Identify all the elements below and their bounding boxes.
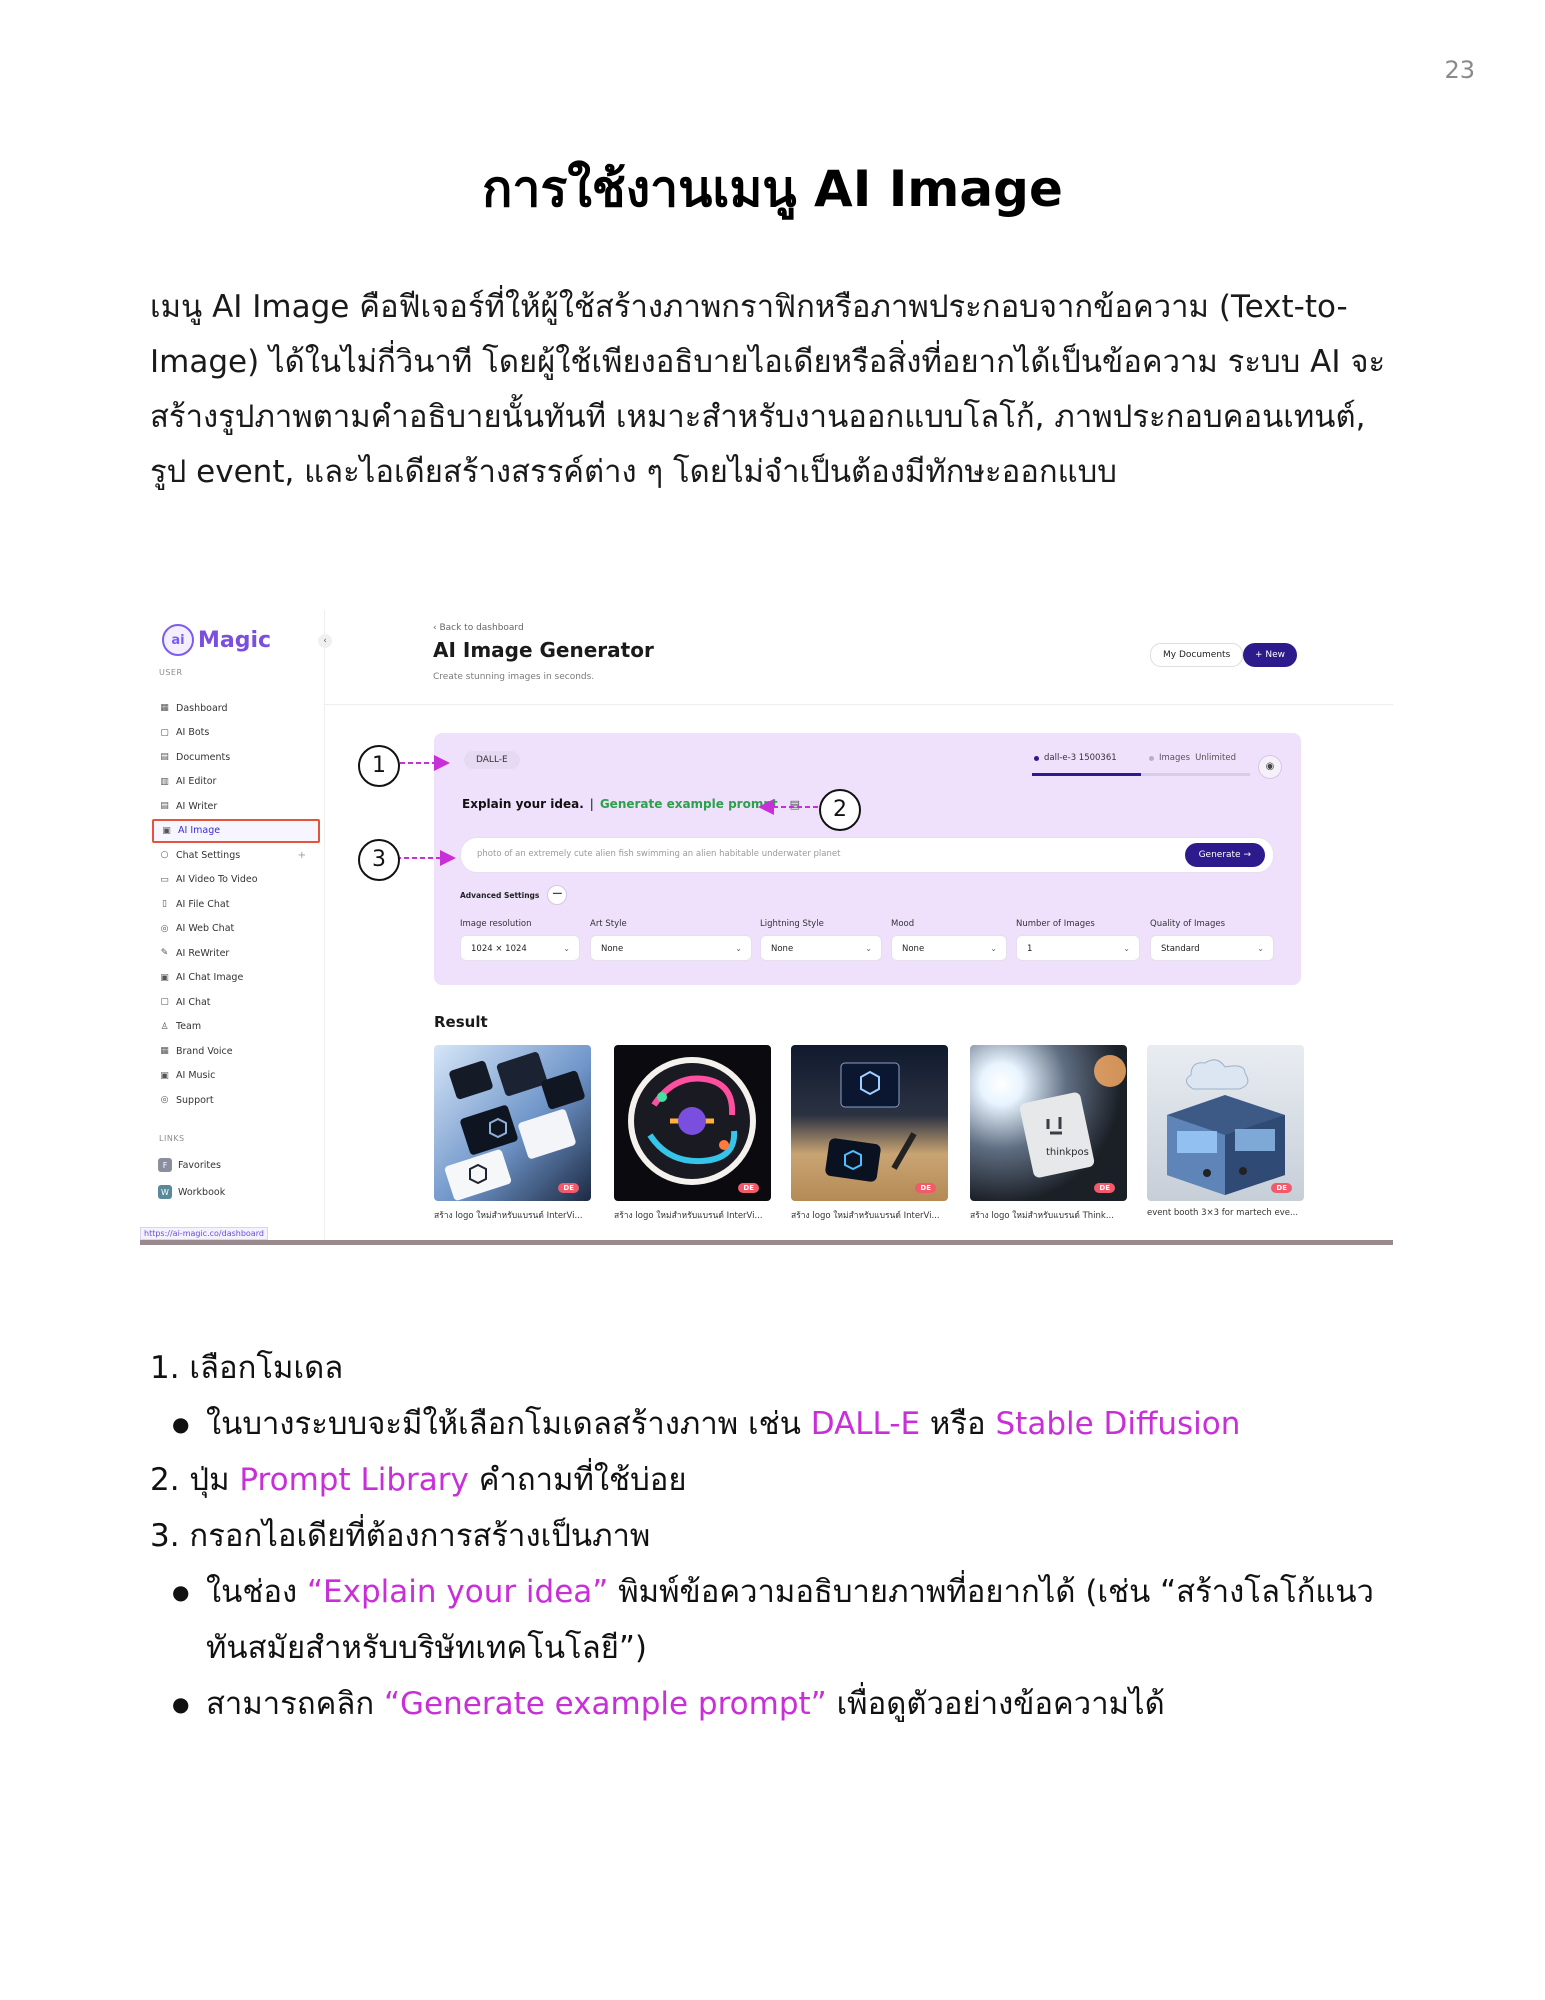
sidebar-item-label: Support — [176, 1094, 214, 1106]
link-workbook[interactable] — [158, 1185, 225, 1199]
result-image[interactable] — [614, 1045, 771, 1201]
sidebar-item-label: Team — [176, 1021, 202, 1033]
workbook-chip: W — [158, 1185, 172, 1199]
result-caption: สร้าง logo ใหม่สำหรับแบรนด์ Think... — [970, 1211, 1114, 1221]
support-icon: ◎ — [160, 1095, 169, 1106]
my-documents-button[interactable]: My Documents — [1150, 643, 1243, 667]
bullet-icon: ● — [172, 1580, 190, 1604]
logo-badge: ai — [162, 624, 194, 656]
tech-cards-illustration — [434, 1045, 591, 1201]
setting-label: Art Style — [590, 919, 627, 929]
images-label: Images — [1159, 753, 1191, 763]
result-caption: event booth 3×3 for martech eve... — [1147, 1208, 1299, 1218]
result-caption: สร้าง logo ใหม่สำหรับแบรนด์ InterVi... — [791, 1211, 940, 1221]
sidebar-item-label: AI ReWriter — [176, 947, 230, 959]
sidebar-item-label: Chat Settings — [176, 849, 241, 861]
select-value: 1024 × 1024 — [471, 944, 527, 954]
model-usage — [1034, 753, 1117, 763]
select-value: 1 — [1027, 944, 1033, 954]
link-label: Favorites — [178, 1159, 221, 1171]
sidebar-item-team[interactable] — [152, 1015, 320, 1040]
page-title: การใช้งานเมนู AI Image — [482, 160, 1063, 218]
step-text: 2. ปุ่ม — [150, 1462, 240, 1498]
model-dot-icon — [1034, 756, 1039, 761]
highlight-prompt-library: Prompt Library — [239, 1462, 469, 1498]
chevron-down-icon: ⌄ — [563, 944, 570, 953]
sidebar-item-ai-chat-image[interactable] — [152, 966, 320, 991]
result-badge: DE — [915, 1183, 936, 1193]
result-badge: DE — [738, 1183, 759, 1193]
callout-3: 3 — [358, 839, 400, 881]
model-usage-text: dall-e-3 1500361 — [1044, 753, 1117, 763]
app-title: AI Image Generator — [433, 638, 654, 662]
sidebar-item-ai-writer[interactable] — [152, 794, 320, 819]
sidebar-item-ai-file-chat[interactable] — [152, 892, 320, 917]
lightning-style-select[interactable] — [760, 935, 882, 961]
setting-label: Quality of Images — [1150, 919, 1226, 929]
bullet-text: หรือ — [920, 1406, 996, 1442]
setting-number-of-images — [1016, 919, 1140, 961]
explain-label: Explain your idea. — [462, 797, 584, 811]
instruction-list — [150, 1340, 1400, 1732]
status-bar-url: https://ai-magic.co/dashboard — [140, 1227, 268, 1240]
circuit-logo-illustration — [614, 1045, 771, 1201]
usage-progress-fill — [1032, 773, 1141, 776]
generate-button[interactable]: Generate → — [1185, 843, 1265, 867]
step-1: 1. เลือกโมเดล — [150, 1350, 344, 1386]
highlight-stable-diffusion: Stable Diffusion — [995, 1406, 1241, 1442]
setting-quality-of-images — [1150, 919, 1274, 961]
bullet-text: สามารถคลิก — [206, 1686, 384, 1722]
sidebar-item-label: AI Chat Image — [176, 972, 244, 984]
event-booth-illustration — [1147, 1045, 1304, 1201]
app-subtitle: Create stunning images in seconds. — [433, 672, 595, 682]
sidebar-item-ai-chat[interactable] — [152, 990, 320, 1015]
explain-row — [462, 797, 800, 811]
setting-label: Number of Images — [1016, 919, 1095, 929]
bullet-text: ในบางระบบจะมีให้เลือกโมเดลสร้างภาพ เช่น — [206, 1406, 811, 1442]
select-value: Standard — [1161, 944, 1200, 954]
chevron-down-icon: ⌄ — [735, 944, 742, 953]
page-number: 23 — [1444, 56, 1475, 84]
prompt-placeholder: photo of an extremely cute alien fish swimming an alien habitable underwater planet — [477, 849, 841, 859]
select-value: None — [771, 944, 794, 954]
step-1-bullet — [172, 1396, 1400, 1452]
model-chip-dall-e[interactable]: DALL-E — [464, 751, 520, 769]
chevron-down-icon: ⌄ — [1123, 944, 1130, 953]
header-divider — [324, 704, 1393, 705]
sidebar-item-ai-image[interactable] — [152, 819, 320, 844]
plus-icon[interactable]: + — [297, 849, 306, 861]
bullet-text: ในช่อง — [206, 1574, 307, 1610]
chevron-down-icon: ⌄ — [990, 944, 997, 953]
favorites-chip: F — [158, 1158, 172, 1172]
document-icon: ▤ — [160, 801, 169, 812]
sidebar-item-ai-bots[interactable] — [152, 721, 320, 746]
result-caption: สร้าง logo ใหม่สำหรับแบรนด์ InterVi... — [614, 1211, 763, 1221]
sidebar-item-label: AI Editor — [176, 776, 217, 788]
setting-label: Image resolution — [460, 919, 532, 929]
sidebar-item-label: AI Chat — [176, 996, 211, 1008]
step-3: 3. กรอกไอเดียที่ต้องการสร้างเป็นภาพ — [150, 1518, 651, 1554]
thinkpos-text: thinkpos — [1046, 1147, 1089, 1158]
mood-select[interactable] — [891, 935, 1007, 961]
result-badge: DE — [558, 1183, 579, 1193]
explain-divider: | — [589, 797, 594, 811]
folder-icon: ▤ — [160, 752, 169, 763]
setting-lightning-style — [760, 919, 882, 961]
step-2 — [150, 1452, 1400, 1508]
sidebar-item-ai-video[interactable] — [152, 868, 320, 893]
highlight-explain-your-idea: “Explain your idea” — [306, 1574, 609, 1610]
setting-mood — [891, 919, 1007, 961]
step-3-bullet-1 — [172, 1564, 1400, 1676]
bullet-icon: ● — [172, 1692, 190, 1716]
pen-icon: ✎ — [160, 948, 169, 959]
select-value: None — [601, 944, 624, 954]
highlight-generate-example-prompt: “Generate example prompt” — [383, 1686, 827, 1722]
sidebar-item-ai-music[interactable] — [152, 1064, 320, 1089]
sidebar-item-label: AI File Chat — [176, 898, 230, 910]
globe-icon: ◎ — [160, 923, 169, 934]
sidebar-nav — [152, 696, 320, 1113]
image-chat-icon: ▣ — [160, 972, 169, 983]
sidebar-item-label: AI Image — [178, 825, 221, 837]
step-3-bullet-2 — [172, 1676, 1400, 1732]
intro-paragraph: เมนู AI Image คือฟีเจอร์ที่ให้ผู้ใช้สร้างภาพกราฟิกหรือภาพประกอบจากข้อความ (Text-to-Image) ได้ในไม่กี่วินาที โดยผู้ใช้เพียงอธิบายไอเดียหรือสิ่งที่อยากได้เป็นข้อความ ระบบ AI จะสร้างรูปภาพตามคำอธิบายนั้นทันที เหมาะสำหรับงานออกแบบโลโก้, ภาพประกอบคอนเทนต์, รูป event, และไอเดียสร้างสรรค์ต่าง ๆ โดยไม่จำเป็นต้องมีทักษะออกแบบ — [150, 289, 1386, 490]
result-image[interactable] — [1147, 1045, 1304, 1201]
grid-icon: ▦ — [160, 703, 169, 714]
images-value: Unlimited — [1195, 753, 1236, 763]
back-to-dashboard-link[interactable]: ‹ Back to dashboard — [433, 623, 524, 633]
result-image[interactable] — [970, 1045, 1127, 1201]
setting-label: Lightning Style — [760, 919, 824, 929]
callout-2: 2 — [819, 789, 861, 831]
sidebar-item-documents[interactable] — [152, 745, 320, 770]
bullet-icon: ● — [172, 1412, 190, 1436]
setting-art-style — [590, 919, 752, 961]
images-quota — [1149, 753, 1236, 763]
advanced-settings-toggle[interactable]: — — [547, 885, 567, 905]
result-heading: Result — [434, 1013, 488, 1031]
sidebar-item-label: AI Bots — [176, 727, 210, 739]
art-style-select[interactable] — [590, 935, 752, 961]
section-links-label: LINKS — [159, 1134, 185, 1143]
sidebar-item-label: Dashboard — [176, 702, 228, 714]
sidebar-item-label: Brand Voice — [176, 1045, 233, 1057]
advanced-settings-row — [460, 885, 567, 905]
editor-icon: ▥ — [160, 776, 169, 787]
select-value: None — [902, 944, 925, 954]
sidebar-item-label: AI Video To Video — [176, 874, 258, 886]
image-resolution-select[interactable] — [460, 935, 580, 961]
sidebar-item-label: AI Music — [176, 1070, 216, 1082]
chat-icon: ○ — [160, 850, 169, 861]
result-badge: DE — [1271, 1183, 1292, 1193]
quality-of-images-select[interactable] — [1150, 935, 1274, 961]
callout-1: 1 — [358, 745, 400, 787]
sidebar-item-label: AI Writer — [176, 800, 218, 812]
number-of-images-select[interactable] — [1016, 935, 1140, 961]
brand-logo[interactable] — [162, 620, 271, 660]
eye-icon[interactable]: ◉ — [1258, 755, 1282, 779]
sidebar-item-label: Documents — [176, 751, 231, 763]
sidebar — [140, 610, 325, 1240]
music-icon: ▣ — [160, 1070, 169, 1081]
sidebar-item-dashboard[interactable] — [152, 696, 320, 721]
app-screenshot — [140, 610, 1393, 1245]
new-button[interactable]: + New — [1243, 643, 1297, 667]
result-image[interactable] — [434, 1045, 591, 1201]
usage-progress — [1032, 773, 1250, 776]
sidebar-item-support[interactable] — [152, 1088, 320, 1113]
message-icon: ▢ — [160, 997, 169, 1008]
section-user-label: USER — [159, 668, 183, 677]
image-icon: ▣ — [162, 825, 171, 836]
prompt-library-icon[interactable]: ▤ — [789, 797, 801, 811]
team-icon: ♙ — [160, 1021, 169, 1032]
video-icon: ▭ — [160, 874, 169, 885]
chat-bot-icon: ▢ — [160, 727, 169, 738]
setting-image-resolution — [460, 919, 580, 961]
desk-logo-illustration — [791, 1045, 948, 1201]
generate-example-prompt-link[interactable]: Generate example prompt — [599, 797, 778, 811]
sidebar-item-chat-settings[interactable] — [152, 843, 320, 868]
step-text: คำถามที่ใช้บ่อย — [468, 1462, 687, 1498]
link-label: Workbook — [178, 1186, 226, 1198]
logo-text: Magic — [198, 627, 272, 653]
chevron-down-icon: ⌄ — [865, 944, 872, 953]
result-image[interactable] — [791, 1045, 948, 1201]
result-caption: สร้าง logo ใหม่สำหรับแบรนด์ InterVi... — [434, 1211, 583, 1221]
setting-label: Mood — [891, 919, 915, 929]
sidebar-item-ai-editor[interactable] — [152, 770, 320, 795]
sidebar-item-ai-web-chat[interactable] — [152, 917, 320, 942]
highlight-dall-e: DALL-E — [810, 1406, 921, 1442]
chevron-down-icon: ⌄ — [1257, 944, 1264, 953]
advanced-settings-label: Advanced Settings — [460, 890, 540, 900]
sidebar-item-ai-rewriter[interactable] — [152, 941, 320, 966]
sidebar-item-label: AI Web Chat — [176, 923, 235, 935]
images-dot-icon — [1149, 756, 1154, 761]
bullet-text: เพื่อดูตัวอย่างข้อความได้ — [826, 1686, 1165, 1722]
sidebar-item-brand-voice[interactable] — [152, 1039, 320, 1064]
generator-panel — [434, 733, 1301, 985]
file-icon: ▯ — [162, 899, 167, 910]
brand-icon: ▦ — [160, 1046, 169, 1057]
bullet-text: พิมพ์ข้อความอธิบายภาพที่อยากได้ (เช่น “สร้างโลโก้แนวทันสมัยสำหรับบริษัทเทคโนโลยี”) — [206, 1574, 1374, 1666]
collapse-sidebar-icon[interactable]: ‹ — [318, 634, 332, 648]
link-favorites[interactable] — [158, 1158, 221, 1172]
thinkpos-card-illustration — [970, 1045, 1127, 1201]
result-badge: DE — [1094, 1183, 1115, 1193]
prompt-input[interactable] — [460, 837, 1274, 873]
